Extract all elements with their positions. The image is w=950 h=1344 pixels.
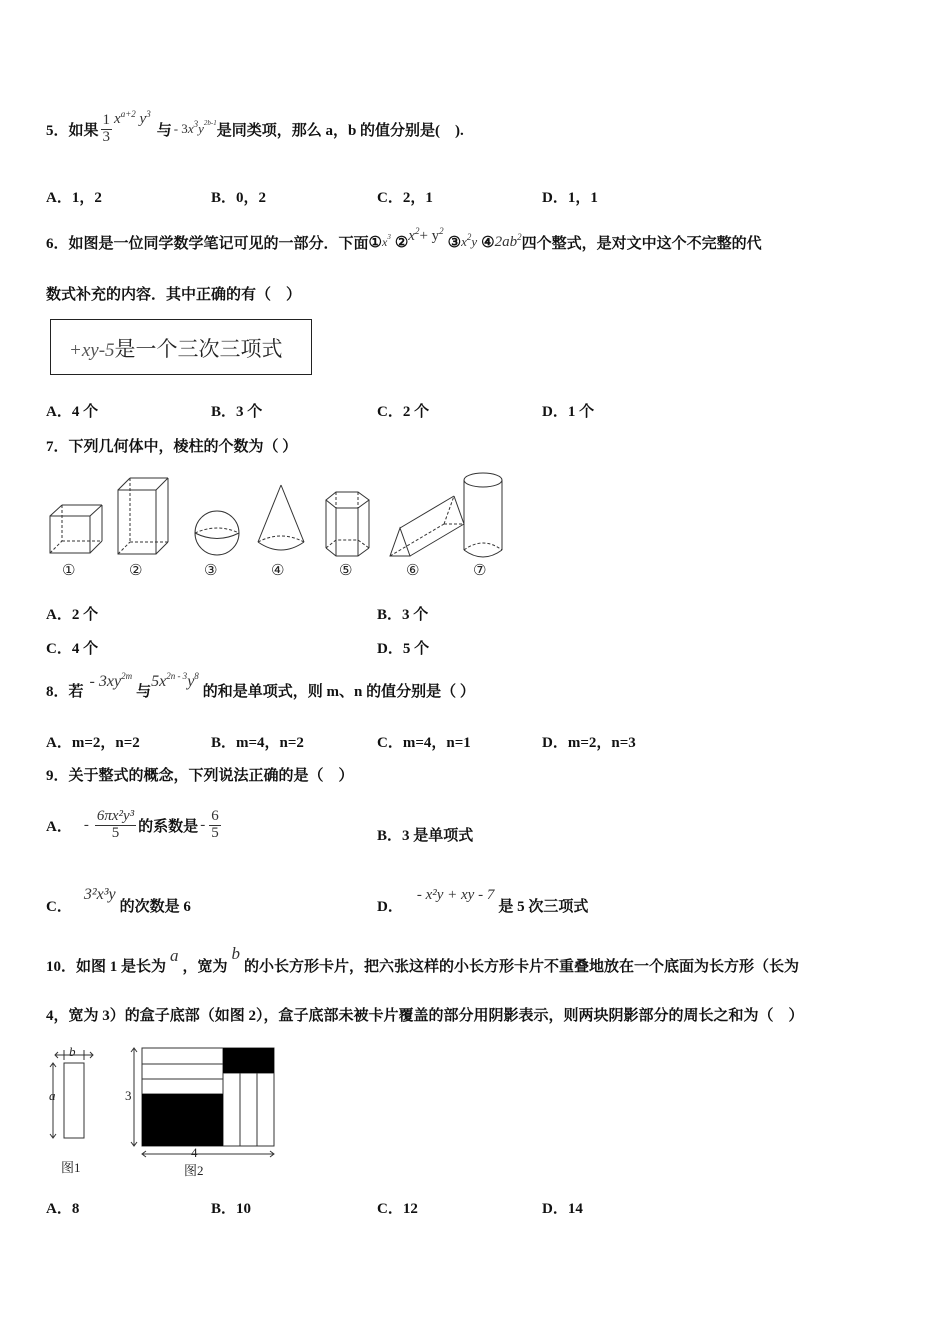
q8-prefix: 若 — [68, 683, 84, 700]
q10-fig2-height: 3 — [125, 1088, 132, 1103]
q6-number: 6． — [46, 235, 69, 252]
q9-a-fraction: $\frac{\text{6πx²y³}}{5}$ — [96, 807, 135, 841]
q5-option-d[interactable]: D．1，1 — [542, 190, 598, 206]
q6-expr-1: $x^3$ — [381, 232, 391, 249]
q10-option-d[interactable]: D．14 — [542, 1201, 583, 1217]
q10-option-c[interactable]: C．12 — [377, 1201, 418, 1217]
q6-expr-2: $x^2+ y^2$ — [408, 225, 444, 244]
cone-shape — [258, 485, 304, 550]
q5-suffix: 是同类项，那么 a，b 的值分别是( ). — [216, 122, 464, 139]
q7-option-b[interactable]: B．3 个 — [377, 607, 429, 623]
q7-option-a[interactable]: A．2 个 — [46, 607, 99, 623]
q8-option-b[interactable]: B．m=4，n=2 — [211, 735, 304, 751]
q6-text1: 如图是一位同学数学笔记可见的一部分．下面 — [68, 235, 369, 252]
q7-stem: 7．下列几何体中，棱柱的个数为（ ） — [46, 439, 298, 455]
q6-note-expr: +xy-5 — [69, 340, 115, 361]
cube-shape — [50, 505, 102, 553]
q5-prefix: 如果 — [68, 122, 99, 139]
q8-term2: $5x^{2n - 3}y^8$ — [151, 671, 199, 690]
q10-fig1-caption: 图1 — [61, 1160, 81, 1175]
q6-choice-2: ② — [394, 234, 409, 251]
q8-mid: 与 — [136, 683, 152, 700]
q10-figure-2 — [120, 1044, 280, 1164]
q10-var-a: a — [170, 946, 179, 965]
q10-fig2-width: 4 — [191, 1145, 198, 1160]
q7-label-5: ⑤ — [339, 561, 353, 579]
shaded-region-bottom-left — [142, 1094, 223, 1146]
q5-fraction: $\frac{1}{3}$ — [102, 111, 111, 145]
cylinder-shape — [464, 473, 502, 557]
q6-option-a[interactable]: A．4 个 — [46, 404, 99, 420]
q5-term1: $x^{a+2}$ $y^3$ — [114, 108, 151, 127]
q9-option-c[interactable]: C． 3²x³y 的次数是 6 — [46, 886, 191, 915]
q6-choice-1: ① — [368, 234, 382, 251]
q6-option-c[interactable]: C．2 个 — [377, 404, 430, 420]
q7-label-6: ⑥ — [406, 561, 420, 579]
q10-fig1-b: b — [69, 1044, 76, 1059]
q8-suffix: 的和是单项式，则 m、n 的值分别是（ ） — [202, 683, 475, 700]
q6-stem-line2: 数式补充的内容．其中正确的有（ ） — [46, 287, 302, 303]
q5-mid: 与 — [156, 122, 172, 139]
q9-stem: 9．关于整式的概念，下列说法正确的是（ ） — [46, 768, 354, 784]
q6-option-b[interactable]: B．3 个 — [211, 404, 263, 420]
q6-expr-3: $x^2y$ — [461, 232, 478, 249]
q5-option-b[interactable]: B．0，2 — [211, 190, 267, 206]
q7-label-7: ⑦ — [473, 561, 487, 579]
q10-option-b[interactable]: B．10 — [211, 1201, 252, 1217]
sphere-shape — [195, 511, 239, 555]
q9-option-b[interactable]: B．3 是单项式 — [377, 828, 474, 844]
q10-stem-line2: 4，宽为 3）的盒子底部（如图 2），盒子底部未被卡片覆盖的部分用阴影表示，则两块阴影部分的周长之和为（ ） — [46, 1008, 804, 1024]
q5-number: 5． — [46, 122, 69, 139]
q6-choice-3: ③ — [447, 234, 462, 251]
q6-note-box — [50, 319, 312, 375]
q5-stem — [46, 104, 464, 154]
hexagonal-prism-shape — [326, 492, 369, 556]
q7-label-2: ② — [129, 561, 143, 579]
q6-option-d[interactable]: D．1 个 — [542, 404, 595, 420]
shaded-region-top-right — [223, 1048, 274, 1073]
q7-label-4: ④ — [271, 561, 285, 579]
q6-note-text: 是一个三次三项式 — [114, 338, 283, 361]
q5-term2: - $3x^3y^{2b-1}$ — [173, 119, 217, 136]
q10-fig2-caption: 图2 — [184, 1163, 204, 1178]
q10-var-b: b — [231, 944, 241, 963]
q7-label-1: ① — [62, 561, 76, 579]
cuboid-shape — [118, 478, 168, 554]
q6-choice-4: ④ — [481, 234, 495, 251]
q8-option-c[interactable]: C．m=4，n=1 — [377, 735, 471, 751]
q8-stem — [46, 670, 475, 710]
q7-option-d[interactable]: D．5 个 — [377, 641, 430, 657]
q6-stem-line1 — [46, 225, 762, 256]
q8-option-d[interactable]: D．m=2，n=3 — [542, 735, 636, 751]
q10-fig1-a: a — [49, 1088, 56, 1103]
q9-option-d[interactable]: D． - x²y + xy - 7 是 5 次三项式 — [377, 887, 589, 915]
q9-option-a[interactable]: A． - $\frac{\text{6πx²y³}}{5}$ 的系数是 - $\frac{6}{5}$ — [46, 807, 219, 841]
q8-option-a[interactable]: A．m=2，n=2 — [46, 735, 140, 751]
q7-option-c[interactable]: C．4 个 — [46, 641, 99, 657]
q6-text2: 四个整式，是对文中这个不完整的代 — [521, 235, 762, 252]
triangular-prism-shape — [390, 496, 464, 556]
q10-option-a[interactable]: A．8 — [46, 1201, 80, 1217]
q5-option-c[interactable]: C．2，1 — [377, 190, 433, 206]
card-rect — [64, 1063, 84, 1138]
q10-stem-line1: 10． 如图 1 是长为 a ，宽为 b 的小长方形卡片，把六张这样的小长方形卡片不重叠地放在一个底面为长方形（长为 — [46, 944, 800, 975]
q9-a-coef-fraction: $\frac{6}{5}$ — [211, 807, 219, 841]
q8-term1: - $3xy^{2m}$ — [89, 671, 133, 690]
q8-number: 8． — [46, 683, 69, 700]
q5-option-a[interactable]: A．1，2 — [46, 190, 102, 206]
q7-label-3: ③ — [204, 561, 218, 579]
q6-expr-4: $2ab^2$ — [494, 231, 522, 250]
